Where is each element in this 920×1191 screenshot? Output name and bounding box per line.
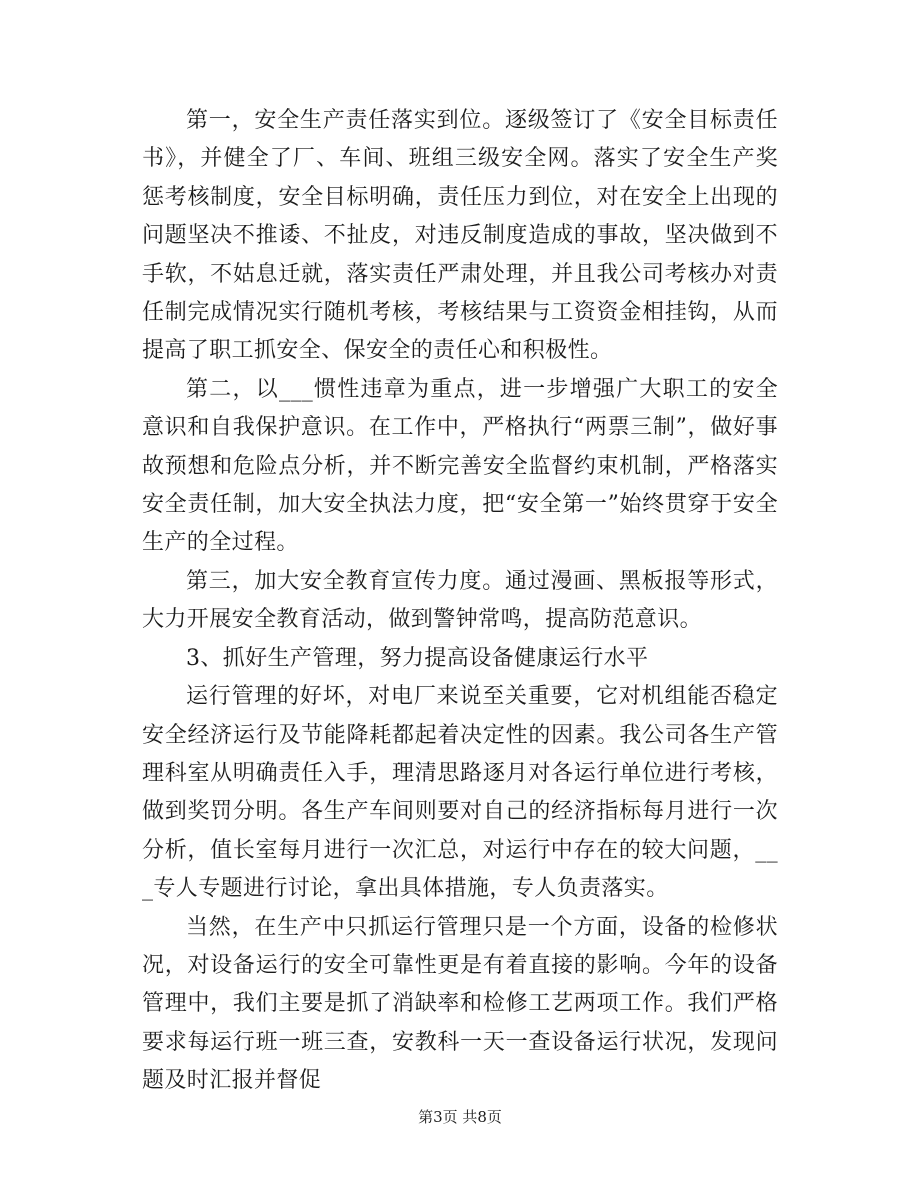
section-heading: 3、抓好生产管理，努力提高设备健康运行水平 bbox=[186, 645, 649, 671]
page-number-footer: 第3页 共8页 bbox=[418, 1108, 502, 1126]
paragraph-5: 当然，在生产中只抓运行管理只是一个方面，设备的检修状况，对设备运行的安全可靠性更是有着直接的影响。今年的设备管理中，我们主要是抓了消缺率和检修工艺两项工作。我们严格要求每运行班一班三查，安教科一天一查设备运行状况，发现问题及时汇报并督促 bbox=[142, 914, 778, 1094]
paragraph-1: 第一，安全生产责任落实到位。逐级签订了《安全目标责任书》，并健全了厂、车间、班组三级安全网。落实了安全生产奖惩考核制度，安全目标明确，责任压力到位，对在安全上出现的问题坚决不推诿、不扯皮，对违反制度造成的事故，坚决做到不手软，不姑息迁就，落实责任严肃处理，并且我公司考核办对责任制完成情况实行随机考核，考核结果与工资资金相挂钩，从而提高了职工抓安全、保安全的责任心和积极性。 bbox=[142, 108, 778, 364]
paragraph-3: 第三，加大安全教育宣传力度。通过漫画、黑板报等形式，大力开展安全教育活动，做到警钟常鸣，提高防范意识。 bbox=[142, 568, 778, 633]
paragraph-4: 运行管理的好坏，对电厂来说至关重要，它对机组能否稳定安全经济运行及节能降耗都起着决定性的因素。我公司各生产管理科室从明确责任入手，理清思路逐月对各运行单位进行考核，做到奖罚分明。各生产车间则要对自己的经济指标每月进行一次分析，值长室每月进行一次汇总，对运行中存在的较大问题，___专人专题进行讨论，拿出具体措施，专人负责落实。 bbox=[142, 684, 778, 902]
document-body bbox=[142, 102, 778, 1101]
paragraph-2: 第二，以___惯性违章为重点，进一步增强广大职工的安全意识和自我保护意识。在工作中，严格执行“两票三制”，做好事故预想和危险点分析，并不断完善安全监督约束机制，严格落实安全责任制，加大安全执法力度，把“安全第一”始终贯穿于安全生产的全过程。 bbox=[142, 376, 778, 556]
